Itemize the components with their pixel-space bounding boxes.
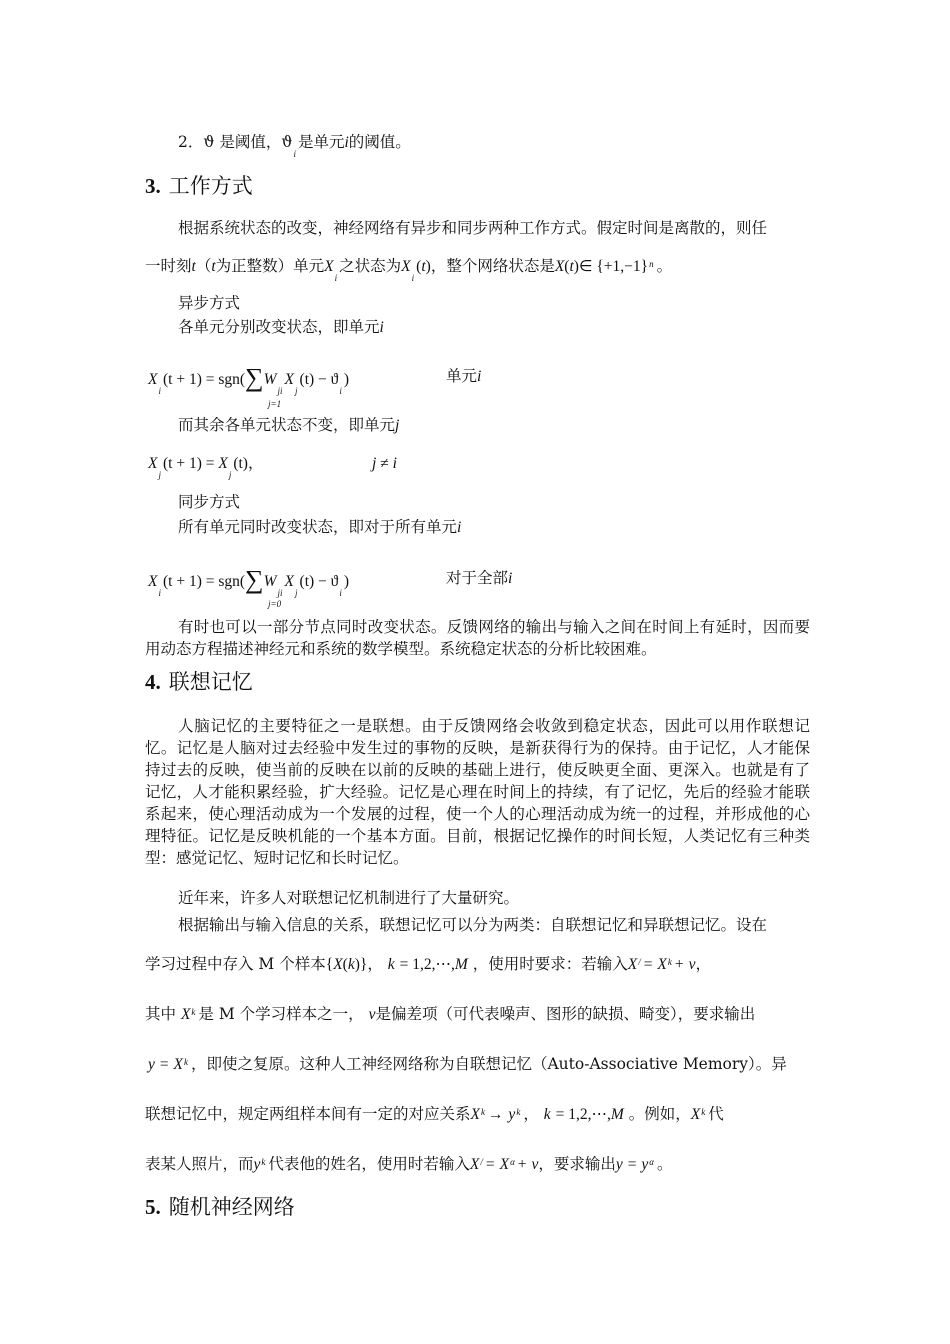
paren-close: ) <box>425 258 431 275</box>
paren-close: ) <box>343 371 350 388</box>
var-v: v <box>368 1006 376 1023</box>
paren-brace-close: )} <box>354 956 368 973</box>
subscript-i: i <box>293 149 296 159</box>
superscript-k: k <box>261 1157 266 1167</box>
s4-l4-f: 代 <box>708 1105 724 1123</box>
threshold-end: 的阈值。 <box>348 133 411 151</box>
eq1-note <box>446 365 481 388</box>
sub-i: i <box>280 588 283 598</box>
var-i: i <box>508 570 513 587</box>
eq1-note-text: 单元 <box>446 367 478 385</box>
paren-close: ) <box>573 258 579 275</box>
threshold-definition-line <box>178 131 411 159</box>
eq1-lhs: (t + 1) = sgn( <box>162 371 246 388</box>
equals: = <box>627 1156 637 1173</box>
s4-l1-a: 学习过程中存入 M 个样本 <box>145 955 326 973</box>
s4-l1-g: ，使用时要求：若输入 <box>472 955 628 973</box>
s4-l2-b: 是 M 个学习样本之一， <box>198 1005 364 1023</box>
rest-units-line <box>178 414 399 437</box>
sigma-symbol: ∑ <box>245 363 264 392</box>
subscript-i: i <box>158 588 161 598</box>
threshold-tail: 是单元 <box>297 133 345 151</box>
paren-open: ( <box>564 258 570 275</box>
var-X: X <box>218 455 228 472</box>
var-X: X <box>284 573 295 590</box>
prime-mark: / <box>480 1157 483 1167</box>
subscript-i: i <box>339 588 342 598</box>
s4-l2-c: 是偏差项（可代表噪声、图形的缺损、畸变），要求输出 <box>375 1005 756 1023</box>
sub-j: j <box>277 386 281 396</box>
sync-desc-text: 所有单元同时改变状态，即对于所有单元 <box>178 518 458 536</box>
var-X: X <box>148 371 158 388</box>
var-y: y <box>508 1106 516 1123</box>
var-i: i <box>344 134 349 151</box>
section-3-number: 3. <box>145 174 161 198</box>
index-range: = 1,2,⋯, <box>399 956 455 973</box>
s3-text-d: 之状态为 <box>339 257 402 275</box>
paren-open: ( <box>342 956 348 973</box>
prime-mark: / <box>638 957 641 967</box>
var-X: X <box>401 258 411 275</box>
eq1-mid: (t) − <box>299 371 331 388</box>
s4-paragraph-1: 人脑记忆的主要特征之一是联想。由于反馈网络会收敛到稳定状态，因此可以用作联想记忆。记忆是人脑对过去经验中发生过的事物的反映，是新获得行为的保持。由于记忆，人才能保持过去的反映，使当前的反映在以前的反映的基础上进行，使反映更全面、更深入。也就是有了记忆，人才能积累经验，扩大经验。记忆是心理在时间上的持续，有了记忆，先后的经验才能联系起来，使心理活动成为一个发展的过程，使一个人的心理活动成为统一的过程，并形成他的心理特征。记忆是反映机能的一个基本方面。目前，根据记忆操作的时间长短，人类记忆有三种类型：感觉记忆、短时记忆和长时记忆。 <box>145 717 810 867</box>
var-i: i <box>477 368 482 385</box>
brace-open: { <box>325 956 334 973</box>
subscript-ji <box>278 588 283 598</box>
superscript-k: k <box>191 1007 196 1017</box>
state-set: ∈ {+1,−1} <box>578 258 649 275</box>
superscript-k: k <box>480 1107 485 1117</box>
s3-text-b: （ <box>195 257 212 275</box>
subscript-ji <box>278 386 283 396</box>
var-y: y <box>148 1056 155 1073</box>
s4-paragraph-2: 近年来，许多人对联想记忆机制进行了大量研究。 <box>178 889 520 907</box>
comma: ， <box>695 955 711 973</box>
equation-sync <box>148 565 350 598</box>
superscript-alpha: α <box>510 1157 515 1167</box>
async-desc-text: 各单元分别改变状态，即单元 <box>178 318 380 336</box>
section-4-heading <box>145 667 253 697</box>
s4-line-example <box>145 1153 673 1177</box>
var-t: t <box>211 258 216 275</box>
var-k: k <box>347 956 355 973</box>
var-X: X <box>333 956 343 973</box>
s4-l4-a: 联想记忆中，规定两组样本间有一定的对应关系 <box>145 1105 471 1123</box>
var-t: t <box>421 258 426 275</box>
subscript-j: j <box>295 386 298 396</box>
s3-text-end: 。 <box>656 257 673 275</box>
s4-l2-a: 其中 <box>145 1005 177 1023</box>
var-M: M <box>610 1106 624 1123</box>
sigma-symbol: ∑ <box>245 565 264 594</box>
subscript-i: i <box>339 386 342 396</box>
section-3-title: 工作方式 <box>168 174 253 198</box>
section-5-title: 随机神经网络 <box>168 1195 295 1219</box>
paren-close: ) <box>343 573 350 590</box>
threshold-text: 2．ϑ 是阈值，ϑ <box>178 133 293 151</box>
equation-unchanged <box>148 453 264 480</box>
s4-l5-b: 代表他的姓名，使用时若输入 <box>268 1155 470 1173</box>
eq2-rhs: (t)， <box>233 455 264 472</box>
equals: = <box>485 1156 495 1173</box>
var-v: v <box>531 1156 539 1173</box>
s4-l5-a: 表某人照片，而 <box>145 1155 254 1173</box>
subscript-i: i <box>411 273 415 283</box>
section-4-number: 4. <box>145 670 161 694</box>
subscript-j: j <box>228 470 232 480</box>
comma: ， <box>523 1105 539 1123</box>
var-j: j <box>372 455 377 472</box>
s4-l4-e: 。例如， <box>628 1105 691 1123</box>
var-X: X <box>173 1056 183 1073</box>
eq1-sum-lower-limit: j=1 <box>268 399 282 409</box>
sync-title: 同步方式 <box>178 493 241 511</box>
s3-paragraph-line-1: 根据系统状态的改变，神经网络有异步和同步两种工作方式。假定时间是离散的，则任 <box>178 219 768 237</box>
s4-line-auto-associative <box>148 1053 787 1077</box>
s4-line-deviation <box>145 1003 755 1027</box>
s4-line-samples <box>145 953 711 977</box>
s4-l5-e: ，要求输出 <box>538 1155 616 1173</box>
sub-i: i <box>280 386 283 396</box>
superscript-k: k <box>516 1107 521 1117</box>
var-X: X <box>148 573 158 590</box>
rest-text: 而其余各单元状态不变，即单元 <box>178 416 396 434</box>
s4-l3-b: ，即使之复原。这种人工神经网络称为自联想记忆（Auto-Associative Memory）。异 <box>190 1055 787 1073</box>
period: 。 <box>657 1155 673 1173</box>
s3-paragraph-line-2 <box>145 255 673 283</box>
var-i: i <box>379 319 384 336</box>
var-k: k <box>387 956 395 973</box>
subscript-j: j <box>295 588 298 598</box>
not-equal-symbol: ≠ <box>380 455 389 472</box>
plus: + <box>517 1156 527 1173</box>
sync-description <box>178 516 461 539</box>
var-j: j <box>395 417 400 434</box>
s3-text-a: 一时刻 <box>145 257 192 275</box>
var-X: X <box>690 1106 701 1123</box>
superscript-k: k <box>183 1057 188 1067</box>
var-X: X <box>657 956 667 973</box>
index-range: = 1,2,⋯, <box>555 1106 611 1123</box>
var-X: X <box>499 1156 510 1173</box>
equation-async <box>148 363 350 396</box>
superscript-k: k <box>667 957 672 967</box>
var-v: v <box>688 956 696 973</box>
subscript-i: i <box>334 273 338 283</box>
superscript-alpha: α <box>649 1157 655 1167</box>
eq2-condition <box>372 453 397 475</box>
equals: = <box>643 956 653 973</box>
subscript-j: j <box>158 470 161 480</box>
var-W: W <box>263 371 277 388</box>
paren-open: ( <box>416 258 422 275</box>
var-i: i <box>392 455 397 472</box>
s3-paragraph-2: 有时也可以一部分节点同时改变状态。反馈网络的输出与输入之间在时间上有延时，因而要用动态方程描述神经元和系统的数学模型。系统稳定状态的分析比较困难。 <box>145 618 810 658</box>
sub-j: j <box>277 588 281 598</box>
var-X: X <box>627 956 638 973</box>
arrow: → <box>487 1106 504 1123</box>
s4-paragraph-3: 根据输出与输入信息的关系，联想记忆可以分为两类：自联想记忆和异联想记忆。设在 <box>178 916 768 934</box>
theta-symbol: ϑ <box>330 573 339 590</box>
plus: + <box>674 956 684 973</box>
section-5-number: 5. <box>145 1195 161 1219</box>
var-M: M <box>454 956 468 973</box>
section-5-heading <box>145 1192 295 1222</box>
var-W: W <box>263 573 277 590</box>
var-X: X <box>469 1156 480 1173</box>
section-4-title: 联想记忆 <box>168 670 253 694</box>
var-y: y <box>253 1156 261 1173</box>
var-i: i <box>457 519 462 536</box>
eq3-sum-lower-limit: j=0 <box>268 599 282 609</box>
var-k: k <box>543 1106 551 1123</box>
var-X: X <box>284 371 295 388</box>
superscript-k: k <box>701 1107 706 1117</box>
s3-text-g: ，整个网络状态是 <box>430 257 555 275</box>
eq3-lhs: (t + 1) = sgn( <box>162 573 246 590</box>
s3-text-c: 为正整数）单元 <box>215 257 325 275</box>
var-X: X <box>554 258 565 275</box>
s4-line-hetero-associative <box>145 1103 724 1127</box>
eq3-note-text: 对于全部 <box>446 569 509 587</box>
section-3-heading <box>145 171 253 201</box>
var-X: X <box>324 258 334 275</box>
var-y: y <box>641 1156 649 1173</box>
equals: = <box>159 1056 169 1073</box>
var-y: y <box>615 1156 623 1173</box>
var-t: t <box>191 258 196 275</box>
var-X: X <box>470 1106 480 1123</box>
subscript-i: i <box>158 386 161 396</box>
eq3-mid: (t) − <box>299 573 331 590</box>
comma: ， <box>367 955 383 973</box>
var-X: X <box>148 455 158 472</box>
var-t: t <box>569 258 574 275</box>
eq2-lhs: (t + 1) = <box>162 455 219 472</box>
async-title: 异步方式 <box>178 294 241 312</box>
theta-symbol: ϑ <box>330 371 339 388</box>
async-description <box>178 316 384 339</box>
var-X: X <box>180 1006 191 1023</box>
superscript-n: n <box>649 259 654 269</box>
eq3-note <box>446 567 512 590</box>
